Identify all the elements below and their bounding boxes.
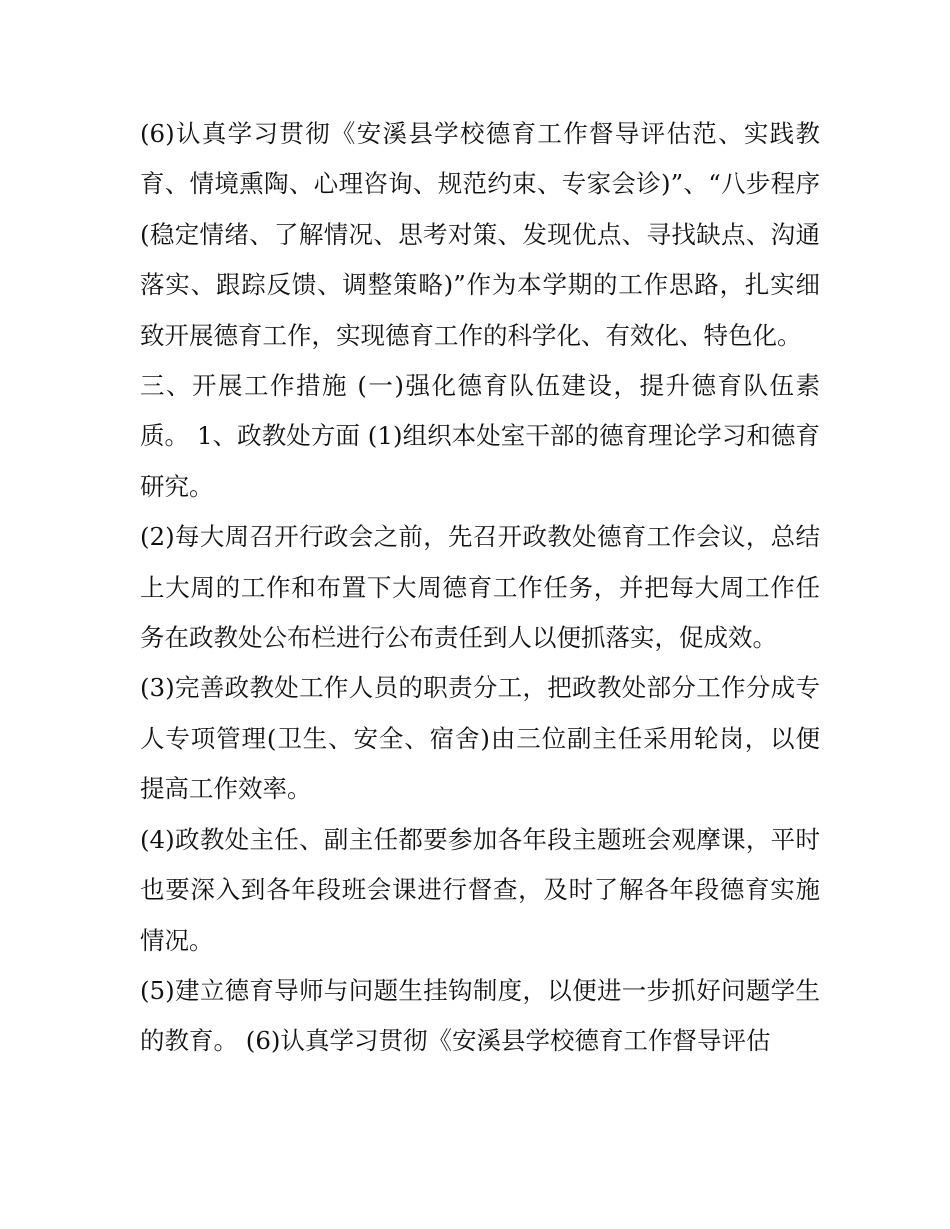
- paragraph-guiding-principles: (6)认真学习贯彻《安溪县学校德育工作督导评估范、实践教育、情境熏陶、心理咨询、规范约束、专家会诊)”、“八步程序(稳定情绪、了解情况、思考对策、发现优点、寻找缺点、沟通落实、跟踪反馈、调整策略)”作为本学期的工作思路，扎实细致开展德育工作，实现德育工作的科学化、有效化、特色化。: [140, 119, 820, 350]
- paragraph-mentor-system: (5)建立德育导师与问题生挂钩制度，以便进一步抓好问题学生的教育。 (6)认真学习贯彻《安溪县学校德育工作督导评估: [140, 975, 820, 1056]
- paragraph-class-meeting-supervision: (4)政教处主任、副主任都要参加各年段主题班会观摩课，平时也要深入到各年段班会课进行督查，及时了解各年段德育实施情况。: [140, 824, 820, 955]
- paragraph-weekly-meeting: (2)每大周召开行政会之前，先召开政教处德育工作会议，总结上大周的工作和布置下大周德育工作任务，并把每大周工作任务在政教处公布栏进行公布责任到人以便抓落实，促成效。: [140, 522, 820, 653]
- document-page: [140, 109, 820, 1067]
- paragraph-duty-division: (3)完善政教处工作人员的职责分工，把政教处部分工作分成专人专项管理(卫生、安全、宿舍)由三位副主任采用轮岗，以便提高工作效率。: [140, 673, 820, 804]
- paragraph-work-measures: 三、开展工作措施 (一)强化德育队伍建设，提升德育队伍素质。 1、政教处方面 (1)组织本处室干部的德育理论学习和德育研究。: [140, 371, 820, 501]
